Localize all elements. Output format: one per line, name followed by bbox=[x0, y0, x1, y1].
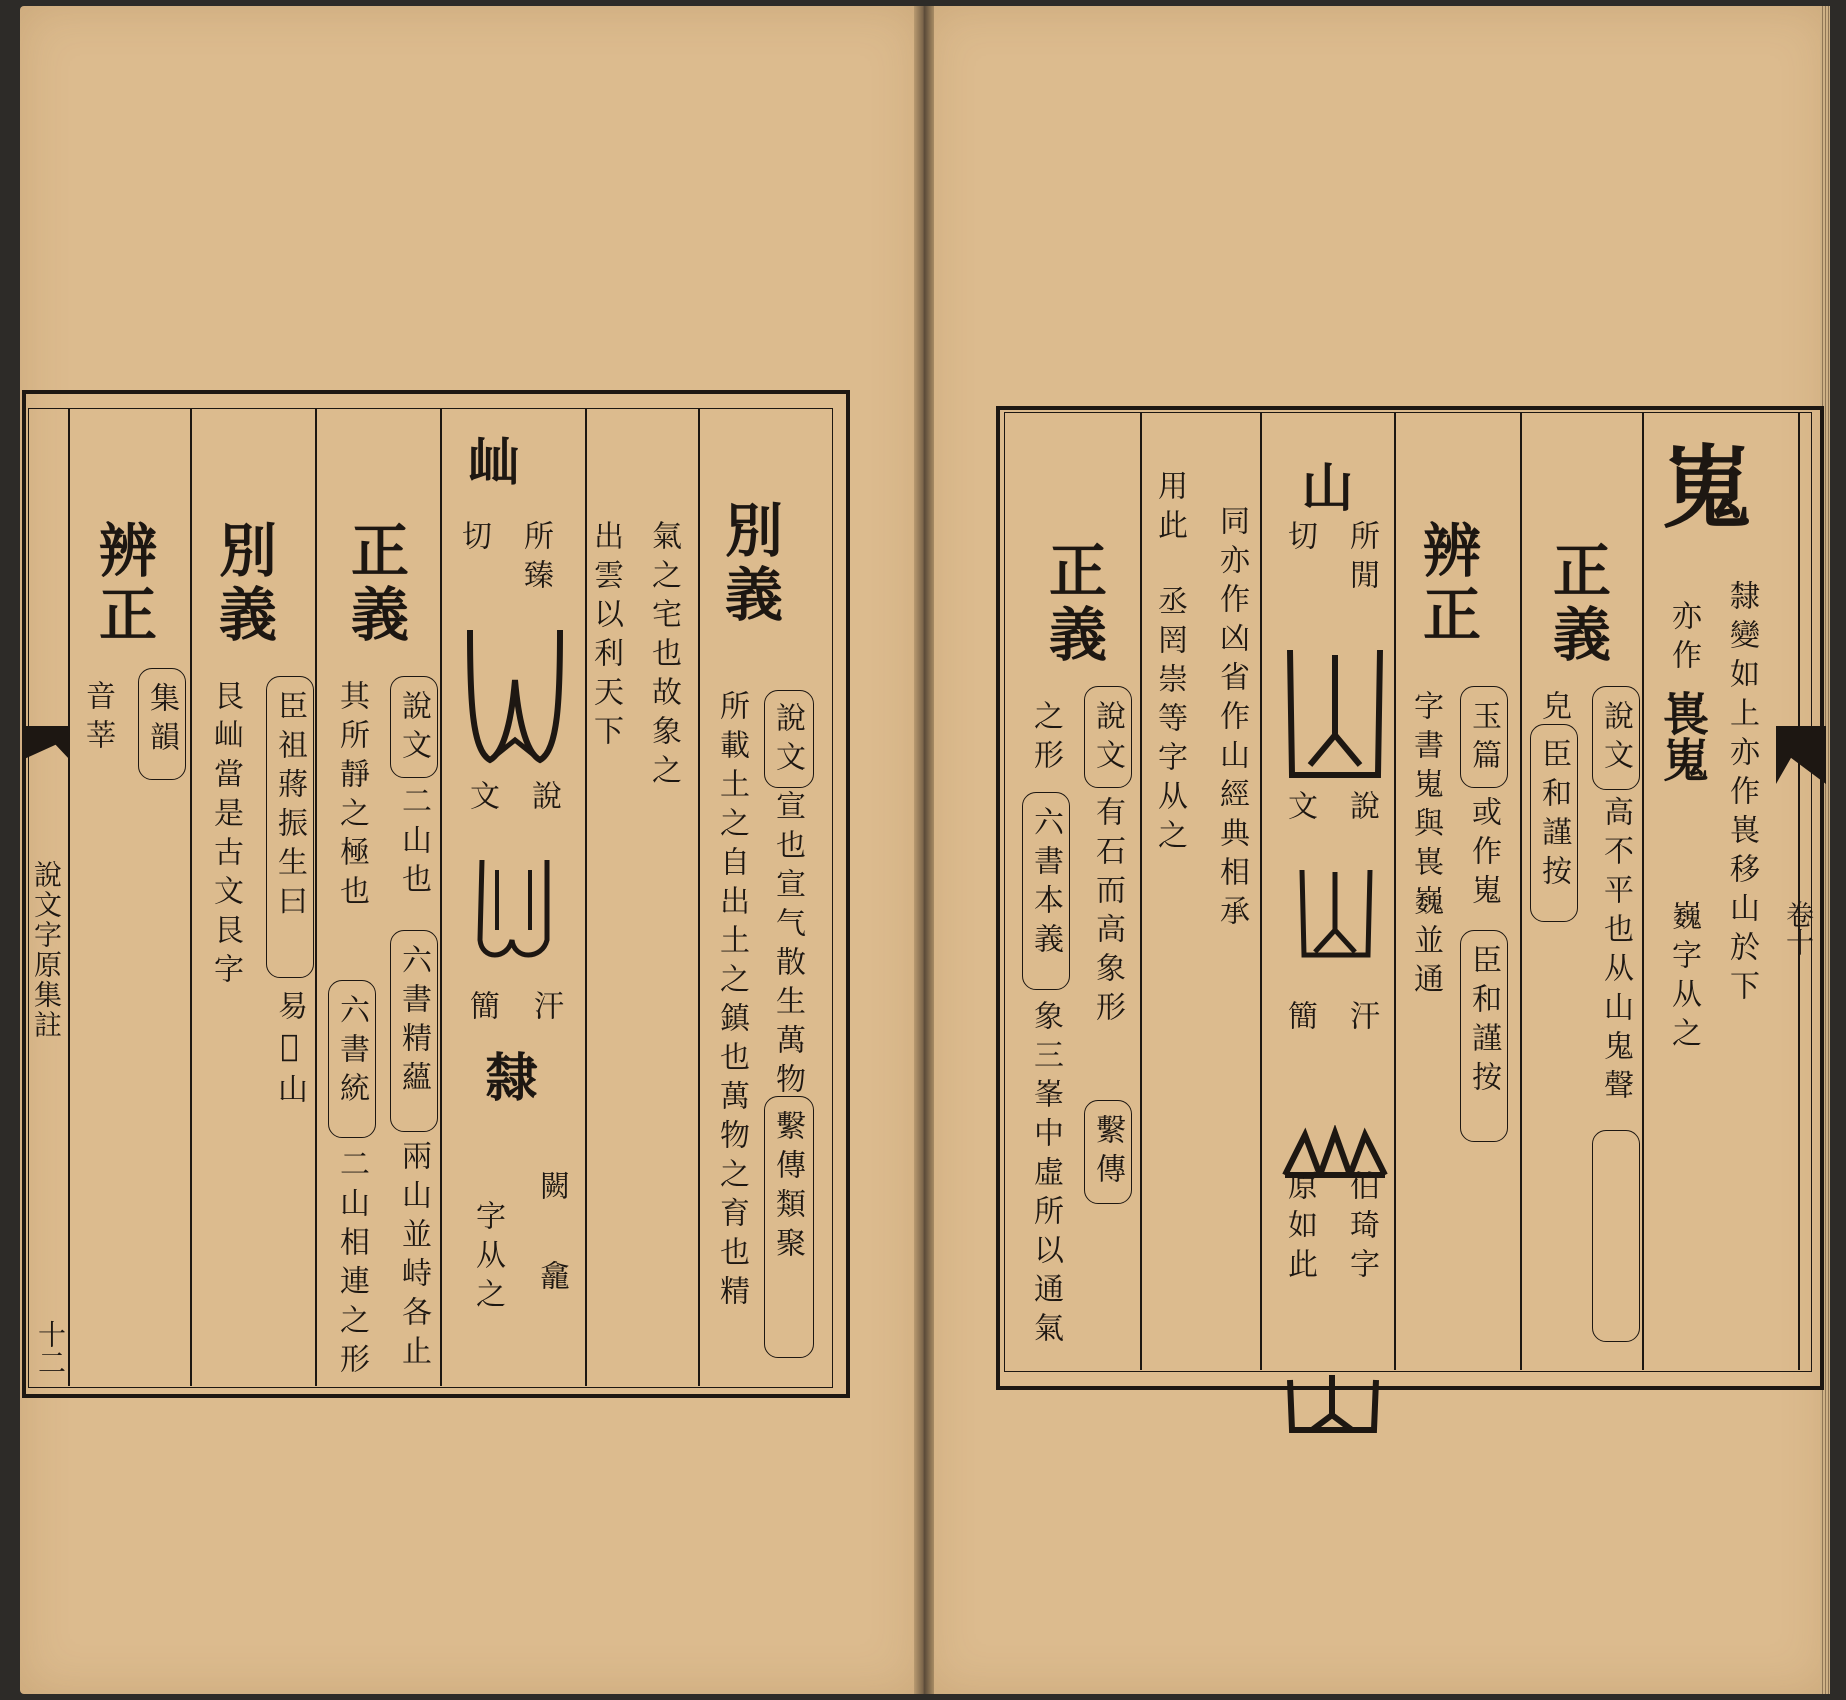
fanqie: 切 bbox=[1282, 520, 1317, 559]
text-line: 所載土之自出土之鎮也萬物之育也精 bbox=[714, 690, 749, 1314]
left-margin-rule bbox=[68, 408, 70, 1386]
source-label: 說 bbox=[526, 780, 561, 819]
text-line: 易𦫵山 bbox=[272, 990, 307, 1112]
citation: 說文 bbox=[1598, 700, 1633, 778]
source-label: 簡 bbox=[464, 990, 499, 1029]
section-heading: 辨正 bbox=[89, 520, 157, 648]
clerical-form: 隸 bbox=[476, 1050, 537, 1102]
fanqie: 所臻 bbox=[518, 520, 553, 598]
citation: 六書統 bbox=[334, 994, 369, 1111]
fanqie: 切 bbox=[456, 520, 491, 559]
text-line: 丞罔崇等字从之 bbox=[1152, 585, 1187, 858]
column-rule bbox=[440, 408, 442, 1386]
column-rule bbox=[1140, 412, 1142, 1370]
source-label: 簡 bbox=[1282, 1000, 1317, 1039]
text-line: 亦作 bbox=[1666, 600, 1701, 678]
text-line: 象三峯中虛所以通氣 bbox=[1028, 1000, 1063, 1351]
seal-glyph bbox=[1280, 640, 1390, 810]
text-line: 龕 bbox=[534, 1260, 569, 1299]
citation: 繫傳類聚 bbox=[770, 1110, 805, 1266]
fanqie: 所閒 bbox=[1344, 520, 1379, 598]
text-line: 字書嵬與嵔巍並通 bbox=[1408, 690, 1443, 1002]
text-line: 隸變如上亦作嵔移山於下 bbox=[1724, 580, 1759, 1009]
source-label: 汗 bbox=[1344, 1000, 1379, 1039]
text-line: 用此 bbox=[1152, 470, 1187, 548]
section-heading: 辨正 bbox=[1413, 520, 1481, 648]
citation: 玉篇 bbox=[1466, 700, 1501, 778]
text-line: 伯琦字 bbox=[1344, 1170, 1379, 1287]
book-gutter bbox=[914, 6, 934, 1694]
column-rule bbox=[1520, 412, 1522, 1370]
seal-glyph bbox=[1282, 1340, 1382, 1460]
page-number: 十二 bbox=[34, 1320, 67, 1376]
text-line: 之形 bbox=[1028, 700, 1063, 778]
text-line: 艮屾當是古文艮字 bbox=[208, 680, 243, 992]
source-label: 文 bbox=[1282, 790, 1317, 829]
seal-glyph bbox=[1290, 860, 1380, 990]
variant-form: 嵔嵬 bbox=[1656, 690, 1710, 782]
text-line: 皃 bbox=[1536, 690, 1571, 729]
column-rule bbox=[315, 408, 317, 1386]
margin-title: 卷十 bbox=[1782, 900, 1815, 956]
column-rule bbox=[585, 408, 587, 1386]
citation: 說文 bbox=[396, 690, 431, 768]
text-line: 或作嵬 bbox=[1466, 796, 1501, 913]
text-line: 宣也宣气散生萬物 bbox=[770, 790, 805, 1102]
seal-glyph bbox=[460, 620, 570, 790]
text-line: 氣之宅也故象之 bbox=[646, 520, 681, 793]
citation: 六書精蘊 bbox=[396, 944, 431, 1100]
source-label: 汗 bbox=[528, 990, 563, 1029]
headword: 山 bbox=[1292, 460, 1353, 512]
citation: 臣和謹按 bbox=[1536, 738, 1571, 894]
text-line: 高不平也从山鬼聲 bbox=[1598, 796, 1633, 1108]
citation: 集韻 bbox=[144, 682, 179, 760]
citation-box bbox=[1592, 1130, 1640, 1342]
text-line: 其所靜之極也 bbox=[334, 680, 369, 914]
text-line: 闕 bbox=[534, 1170, 569, 1209]
text-line: 字从之 bbox=[470, 1200, 505, 1317]
text-line: 兩山並峙各止 bbox=[396, 1140, 431, 1374]
section-heading: 別義 bbox=[209, 520, 277, 648]
column-rule bbox=[1642, 412, 1644, 1370]
citation: 說文 bbox=[770, 702, 805, 780]
seal-glyph bbox=[462, 850, 572, 990]
citation: 繫傳 bbox=[1090, 1114, 1125, 1192]
column-rule bbox=[1260, 412, 1262, 1370]
citation: 臣祖蔣振生曰 bbox=[272, 690, 307, 924]
citation: 說文 bbox=[1090, 700, 1125, 778]
column-rule bbox=[698, 408, 700, 1386]
right-margin-rule bbox=[1798, 412, 1800, 1370]
text-line: 巍字从之 bbox=[1666, 900, 1701, 1056]
headword: 嵬 bbox=[1646, 440, 1752, 530]
text-line: 有石而高象形 bbox=[1090, 796, 1125, 1030]
section-heading: 正義 bbox=[1543, 540, 1611, 668]
margin-title: 說文字原集註 bbox=[30, 860, 63, 1040]
section-heading: 別義 bbox=[715, 500, 783, 628]
text-line: 同亦作凶省作山經典相承 bbox=[1214, 505, 1249, 934]
section-heading: 正義 bbox=[341, 520, 409, 648]
source-label: 說 bbox=[1344, 790, 1379, 829]
text-line: 音莘 bbox=[80, 680, 115, 758]
column-rule bbox=[1394, 412, 1396, 1370]
citation: 臣和謹按 bbox=[1466, 944, 1501, 1100]
citation: 六書本義 bbox=[1028, 806, 1063, 962]
text-line: 二山相連之形 bbox=[334, 1148, 369, 1382]
column-rule bbox=[190, 408, 192, 1386]
section-heading: 正義 bbox=[1039, 540, 1107, 668]
headword: 屾 bbox=[468, 433, 521, 494]
text-line: 原如此 bbox=[1282, 1170, 1317, 1287]
text-line: 出雲以利天下 bbox=[588, 520, 623, 754]
source-label: 文 bbox=[464, 780, 499, 819]
text-line: 二山也 bbox=[396, 785, 431, 902]
